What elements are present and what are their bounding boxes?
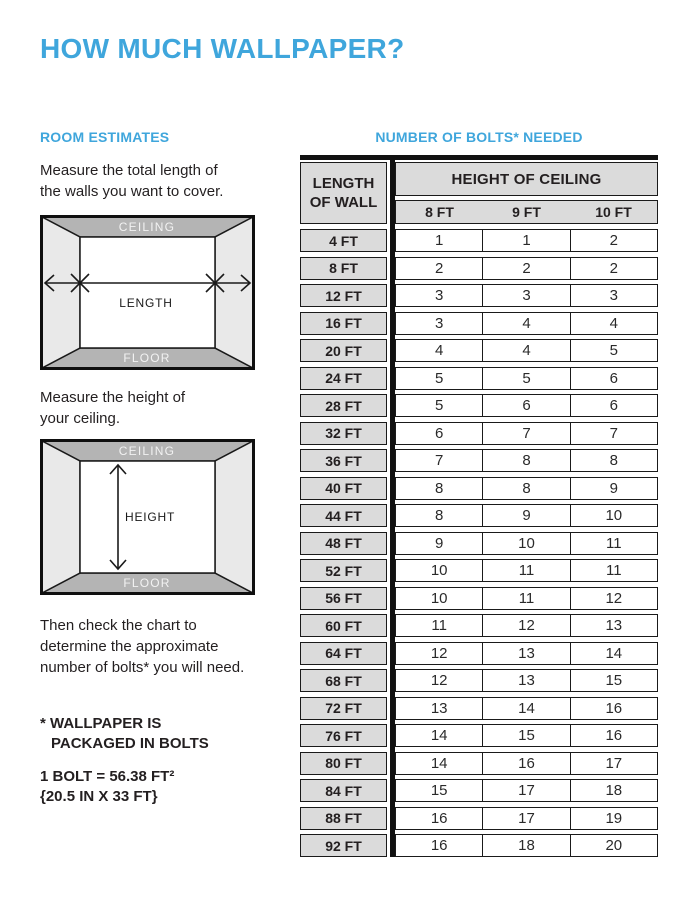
- table-row: [300, 614, 658, 637]
- table-row: [300, 477, 658, 500]
- bolts-row-values: [395, 669, 658, 692]
- bolts-count-cell: 12: [430, 644, 448, 662]
- table-row: [300, 587, 658, 610]
- back-wall-face: [80, 237, 215, 348]
- bolts-row-values: [395, 257, 658, 280]
- bolts-count-cell: 15: [570, 670, 657, 691]
- wall-length-cell: 64 FT: [300, 642, 387, 665]
- bolts-count-cell: 19: [570, 808, 657, 829]
- bolts-row-values: [395, 312, 658, 335]
- table-row: [300, 807, 658, 830]
- bolts-count-cell: 8: [434, 479, 444, 497]
- table-row: [300, 394, 658, 417]
- bolts-row-values: [395, 422, 658, 445]
- room-estimates-section: [40, 128, 272, 807]
- bolts-count-cell: 7: [434, 452, 444, 469]
- table-row: [300, 339, 658, 362]
- bolts-row-values: [395, 367, 658, 390]
- table-row: [300, 642, 658, 665]
- bolt-equivalence-line: 1 BOLT = 56.38 FT²: [40, 768, 175, 785]
- right-wall-face: [215, 217, 253, 368]
- bolts-count-cell: 17: [482, 780, 569, 801]
- step-text-line: Then check the chart to: [40, 617, 197, 634]
- table-header: [300, 162, 658, 224]
- bolts-count-cell: 2: [482, 258, 569, 279]
- bolts-count-cell: 14: [482, 698, 569, 719]
- table-row: [300, 422, 658, 445]
- table-row: [300, 229, 658, 252]
- bolts-count-cell: 4: [482, 313, 569, 334]
- bolts-count-cell: 4: [570, 313, 657, 334]
- wall-length-cell: 88 FT: [300, 807, 387, 830]
- wall-length-header-line: LENGTH: [312, 175, 375, 192]
- wall-length-cell: 76 FT: [300, 724, 387, 747]
- bolts-row-values: [395, 779, 658, 802]
- bolts-count-cell: 20: [570, 835, 657, 856]
- table-row: [300, 752, 658, 775]
- bolts-row-values: [395, 559, 658, 582]
- bolts-count-cell: 11: [570, 533, 657, 554]
- step-text-line: your ceiling.: [40, 410, 121, 427]
- bolts-row-values: [395, 284, 658, 307]
- ceiling-height-headers: [395, 162, 658, 224]
- bolts-count-cell: 6: [570, 368, 657, 389]
- bolts-row-values: [395, 752, 658, 775]
- wall-length-cell: 60 FT: [300, 614, 387, 637]
- ceiling-label: CEILING: [118, 220, 176, 234]
- footnote-line: * WALLPAPER IS: [40, 715, 162, 732]
- bolts-count-cell: 13: [570, 615, 657, 636]
- left-wall-face: [42, 217, 80, 368]
- table-row: [300, 312, 658, 335]
- bolts-count-cell: 15: [482, 725, 569, 746]
- bolts-count-cell: 8: [570, 450, 657, 471]
- right-wall-face: [215, 441, 253, 593]
- bolts-count-cell: 7: [570, 423, 657, 444]
- bolts-count-cell: 8: [434, 507, 444, 524]
- ceiling-height-group-header: HEIGHT OF CEILING: [395, 162, 658, 196]
- bolts-row-values: [395, 697, 658, 720]
- bolts-count-cell: 15: [430, 782, 448, 799]
- bolts-count-cell: 3: [570, 285, 657, 306]
- wall-length-cell: 24 FT: [300, 367, 387, 390]
- bolts-row-values: [395, 339, 658, 362]
- bolts-count-cell: 11: [482, 588, 569, 609]
- bolts-count-cell: 10: [430, 589, 448, 607]
- page-title: HOW MUCH WALLPAPER?: [40, 33, 405, 64]
- bolts-count-cell: 13: [482, 643, 569, 664]
- bolts-count-cell: 4: [482, 340, 569, 361]
- wall-length-cell: 52 FT: [300, 559, 387, 582]
- bolt-equivalence-note: [40, 767, 272, 807]
- bolts-row-values: [395, 642, 658, 665]
- bolts-count-cell: 2: [570, 258, 657, 279]
- bolts-count-cell: 12: [482, 615, 569, 636]
- wall-length-cell: 32 FT: [300, 422, 387, 445]
- ceiling-label: CEILING: [118, 444, 176, 458]
- bolts-count-cell: 5: [434, 397, 444, 414]
- bolts-count-cell: 5: [482, 368, 569, 389]
- bolts-count-cell: 17: [570, 753, 657, 774]
- floor-label: FLOOR: [123, 576, 171, 590]
- wall-length-cell: 12 FT: [300, 284, 387, 307]
- bolts-count-cell: 10: [430, 562, 448, 579]
- height-label: HEIGHT: [125, 510, 176, 524]
- bolts-row-values: [395, 807, 658, 830]
- bolts-count-cell: 14: [570, 643, 657, 664]
- bolts-count-cell: 10: [570, 505, 657, 526]
- table-row: [300, 779, 658, 802]
- bolts-count-cell: 3: [434, 287, 444, 304]
- wall-length-cell: 28 FT: [300, 394, 387, 417]
- wall-length-cell: 80 FT: [300, 752, 387, 775]
- bolts-count-cell: 8: [482, 478, 569, 499]
- footnote-line: PACKAGED IN BOLTS: [51, 735, 209, 752]
- bolts-count-cell: 4: [434, 342, 444, 359]
- bolts-row-values: [395, 614, 658, 637]
- table-row: [300, 284, 658, 307]
- step-text-line: determine the approximate: [40, 638, 219, 655]
- bolts-count-cell: 14: [430, 727, 448, 744]
- wall-length-cell: 4 FT: [300, 229, 387, 252]
- step-text-line: the walls you want to cover.: [40, 183, 224, 200]
- step-measure-length: [40, 160, 272, 202]
- step-check-chart: [40, 615, 272, 678]
- bolts-count-cell: 16: [430, 837, 448, 854]
- table-row: [300, 669, 658, 692]
- bolts-table: [300, 155, 658, 857]
- bolts-row-values: [395, 394, 658, 417]
- bolts-count-cell: 11: [570, 560, 657, 581]
- table-row: [300, 724, 658, 747]
- table-row: [300, 697, 658, 720]
- bolts-count-cell: 13: [482, 670, 569, 691]
- height-diagram: [40, 439, 255, 595]
- bolts-count-cell: 6: [434, 424, 444, 442]
- bolts-row-values: [395, 724, 658, 747]
- wall-length-cell: 16 FT: [300, 312, 387, 335]
- wall-length-cell: 84 FT: [300, 779, 387, 802]
- bolts-count-cell: 1: [482, 230, 569, 251]
- bolts-row-values: [395, 504, 658, 527]
- length-label: LENGTH: [119, 296, 173, 310]
- ceiling-height-subheader-row: [395, 200, 658, 224]
- bolts-count-cell: 5: [570, 340, 657, 361]
- bolts-count-cell: 5: [434, 369, 444, 387]
- ceiling-height-column-header: 8 FT: [425, 204, 454, 220]
- wall-length-cell: 8 FT: [300, 257, 387, 280]
- bolts-count-cell: 3: [482, 285, 569, 306]
- bolts-table-heading: NUMBER OF BOLTS* NEEDED: [375, 129, 583, 145]
- wall-length-cell: 56 FT: [300, 587, 387, 610]
- length-diagram: [40, 215, 255, 370]
- table-row: [300, 559, 658, 582]
- table-row: [300, 532, 658, 555]
- wall-length-header-line: OF WALL: [309, 194, 378, 211]
- bolts-count-cell: 6: [482, 395, 569, 416]
- table-row: [300, 504, 658, 527]
- bolts-count-cell: 16: [482, 753, 569, 774]
- bolts-count-cell: 14: [430, 754, 448, 772]
- table-row: [300, 257, 658, 280]
- bolts-count-cell: 18: [482, 835, 569, 856]
- table-row: [300, 834, 658, 857]
- bolts-count-cell: 11: [482, 560, 569, 581]
- bolts-row-values: [395, 834, 658, 857]
- table-top-rule: [300, 155, 658, 160]
- bolts-row-values: [395, 532, 658, 555]
- bolts-count-cell: 10: [482, 533, 569, 554]
- bolts-row-values: [395, 587, 658, 610]
- bolts-row-values: [395, 449, 658, 472]
- bolts-count-cell: 1: [434, 232, 444, 249]
- bolts-count-cell: 2: [434, 259, 444, 277]
- wall-length-cell: 72 FT: [300, 697, 387, 720]
- bolt-equivalence-line: {20.5 IN X 33 FT}: [40, 788, 158, 805]
- wall-length-cell: 36 FT: [300, 449, 387, 472]
- table-row: [300, 449, 658, 472]
- wall-length-cell: 68 FT: [300, 669, 387, 692]
- bolts-count-cell: 9: [434, 534, 444, 552]
- wall-length-cell: 20 FT: [300, 339, 387, 362]
- bolts-row-values: [395, 229, 658, 252]
- bolts-count-cell: 11: [431, 617, 447, 634]
- step-measure-height: [40, 387, 272, 429]
- bolts-count-cell: 2: [570, 230, 657, 251]
- wallpaper-footnote: [40, 714, 272, 754]
- room-estimates-heading: ROOM ESTIMATES: [40, 129, 170, 145]
- step-text-line: Measure the height of: [40, 389, 186, 406]
- bolts-count-cell: 16: [570, 698, 657, 719]
- bolts-count-cell: 7: [482, 423, 569, 444]
- floor-label: FLOOR: [123, 351, 171, 365]
- bolts-row-values: [395, 477, 658, 500]
- bolts-count-cell: 3: [434, 314, 444, 332]
- ceiling-height-column-header: 10 FT: [595, 204, 632, 220]
- wall-length-cell: 48 FT: [300, 532, 387, 555]
- bolts-count-cell: 18: [570, 780, 657, 801]
- step-text-line: number of bolts* you will need.: [40, 659, 245, 676]
- bolts-count-cell: 8: [482, 450, 569, 471]
- bolts-count-cell: 12: [430, 672, 448, 689]
- bolts-count-cell: 17: [482, 808, 569, 829]
- wall-length-header: [300, 162, 387, 224]
- bolts-count-cell: 13: [430, 699, 448, 717]
- bolts-count-cell: 12: [570, 588, 657, 609]
- wall-length-cell: 92 FT: [300, 834, 387, 857]
- bolts-count-cell: 16: [430, 809, 448, 827]
- bolts-needed-section: [300, 128, 658, 857]
- wall-length-cell: 44 FT: [300, 504, 387, 527]
- bolts-count-cell: 9: [570, 478, 657, 499]
- step-text-line: Measure the total length of: [40, 162, 218, 179]
- table-row: [300, 367, 658, 390]
- ceiling-height-column-header: 9 FT: [512, 204, 541, 220]
- bolts-count-cell: 9: [482, 505, 569, 526]
- left-wall-face: [42, 441, 80, 593]
- bolts-count-cell: 16: [570, 725, 657, 746]
- wall-length-cell: 40 FT: [300, 477, 387, 500]
- bolts-table-rows: [300, 229, 658, 857]
- bolts-count-cell: 6: [570, 395, 657, 416]
